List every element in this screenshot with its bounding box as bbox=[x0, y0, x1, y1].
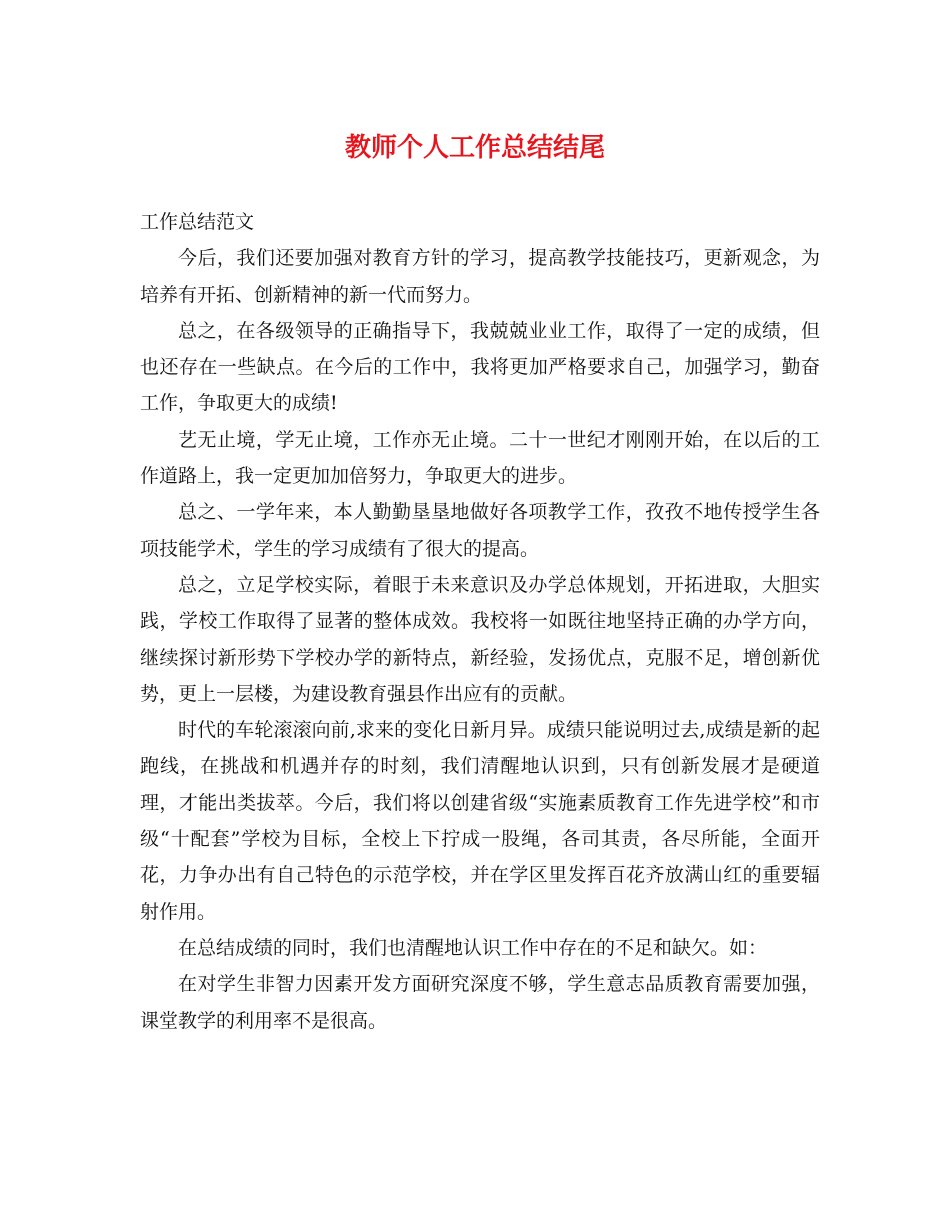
paragraph-8: 在对学生非智力因素开发方面研究深度不够，学生意志品质教育需要加强，课堂教学的利用率不是很高。 bbox=[140, 973, 820, 1032]
paragraph-3: 艺无止境，学无止境，工作亦无止境。二十一世纪才刚刚开始，在以后的工作道路上，我一定更加加倍努力，争取更大的进步。 bbox=[140, 428, 820, 488]
paragraph-7: 在总结成绩的同时，我们也清醒地认识工作中存在的不足和缺欠。如： bbox=[178, 936, 768, 959]
paragraph-2: 总之，在各级领导的正确指导下，我兢兢业业工作，取得了一定的成绩，但也还存在一些缺点。在今后的工作中，我将更加严格要求自己，加强学习，勤奋工作，争取更大的成绩! bbox=[140, 319, 820, 415]
document-body bbox=[140, 204, 820, 1039]
paragraph-1: 今后，我们还要加强对教育方针的学习，提高教学技能技巧，更新观念，为培养有开拓、创新精神的新一代而努力。 bbox=[140, 247, 820, 306]
document-subtitle: 工作总结范文 bbox=[140, 211, 255, 233]
paragraph-6: 时代的车轮滚滚向前,求来的变化日新月异。成绩只能说明过去,成绩是新的起跑线，在挑战和机遇并存的时刻，我们清醒地认识到，只有创新发展才是硬道理，才能出类拔萃。今后，我们将以创建省级“实施素质教育工作先进学校”和市级“十配套”学校为目标，全校上下拧成一股绳，各司其责，各尽所能，全面开花，力争办出有自己特色的示范学校，并在学区里发挥百花齐放满山红的重要辐射作用。 bbox=[140, 719, 820, 923]
paragraph-4: 总之、一学年来，本人勤勤垦垦地做好各项教学工作，孜孜不地传授学生各项技能学术，学生的学习成绩有了很大的提高。 bbox=[140, 501, 820, 560]
paragraph-5: 总之，立足学校实际，着眼于未来意识及办学总体规划，开拓进取，大胆实践，学校工作取得了显著的整体成效。我校将一如既往地坚持正确的办学方向，继续探讨新形势下学校办学的新特点，新经验，发扬优点，克服不足，增创新优势，更上一层楼，为建设教育强县作出应有的贡献。 bbox=[140, 573, 820, 705]
document-title: 教师个人工作总结结尾 bbox=[344, 133, 605, 163]
